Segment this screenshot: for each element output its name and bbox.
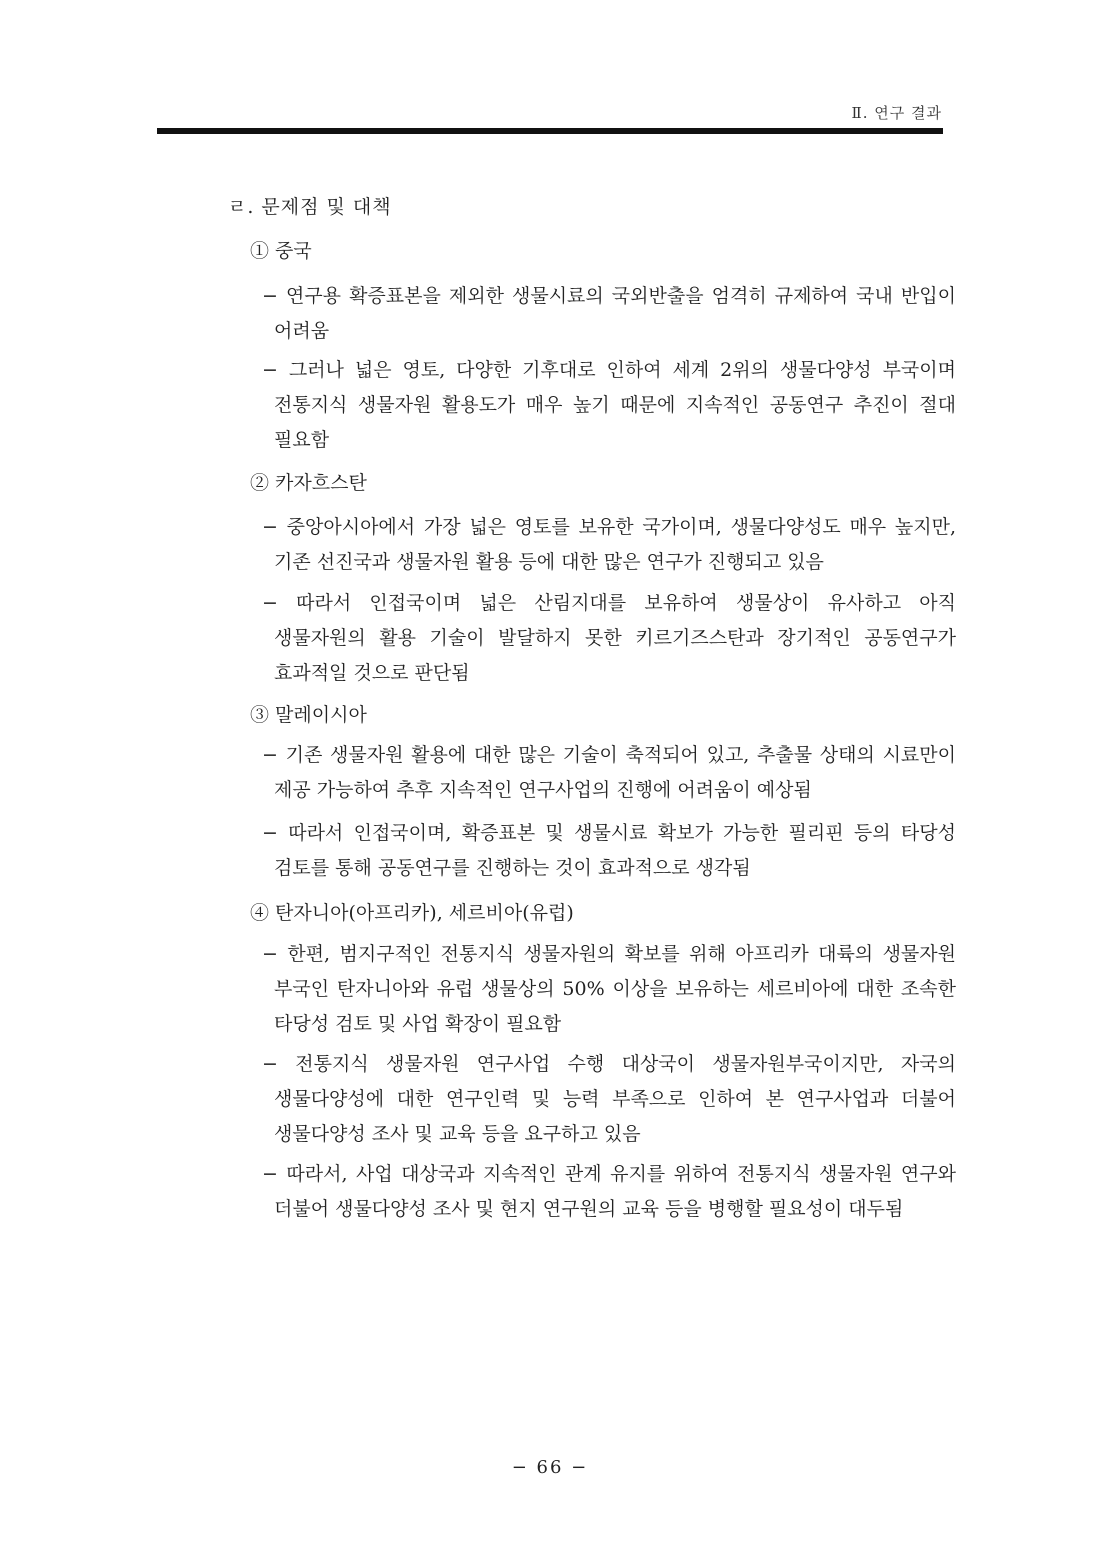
- country-heading-malaysia: ③ 말레이시아: [250, 704, 367, 726]
- malaysia-paragraph-1: − 기존 생물자원 활용에 대한 많은 기술이 축적되어 있고, 추출물 상태의 시료만이 제공 가능하여 추후 지속적인 연구사업의 진행에 어려움이 예상됨: [262, 744, 956, 801]
- tanzania-serbia-paragraph-1: − 한편, 범지구적인 전통지식 생물자원의 확보를 위해 아프리카 대륙의 생물자원 부국인 탄자니아와 유럽 생물상의 50% 이상을 보유하는 세르비아에 대한 조속한 타당성 검토 및 사업 확장이 필요함: [262, 943, 956, 1035]
- malaysia-paragraph-2: − 따라서 인접국이며, 확증표본 및 생물시료 확보가 가능한 필리핀 등의 타당성 검토를 통해 공동연구를 진행하는 것이 효과적으로 생각됨: [262, 822, 956, 879]
- kazakhstan-paragraph-2: − 따라서 인접국이며 넓은 산림지대를 보유하여 생물상이 유사하고 아직 생물자원의 활용 기술이 발달하지 못한 키르기즈스탄과 장기적인 공동연구가 효과적일 것으로 판단됨: [262, 592, 956, 684]
- country-heading-kazakhstan: ② 카자흐스탄: [250, 472, 367, 494]
- country-heading-china: ① 중국: [250, 240, 312, 262]
- tanzania-serbia-paragraph-3: − 따라서, 사업 대상국과 지속적인 관계 유지를 위하여 전통지식 생물자원 연구와 더불어 생물다양성 조사 및 현지 연구원의 교육 등을 병행할 필요성이 대두됨: [262, 1163, 956, 1220]
- header-rule: [157, 128, 943, 134]
- china-paragraph-2: − 그러나 넓은 영토, 다양한 기후대로 인하여 세계 2위의 생물다양성 부국이며 전통지식 생물자원 활용도가 매우 높기 때문에 지속적인 공동연구 추진이 절대 필요함: [262, 359, 956, 451]
- country-heading-tanzania-serbia: ④ 탄자니아(아프리카), 세르비아(유럽): [250, 902, 574, 924]
- page-number: − 66 −: [511, 1457, 589, 1478]
- section-title: ㄹ. 문제점 및 대책: [228, 196, 392, 218]
- kazakhstan-paragraph-1: − 중앙아시아에서 가장 넓은 영토를 보유한 국가이며, 생물다양성도 매우 높지만, 기존 선진국과 생물자원 활용 등에 대한 많은 연구가 진행되고 있음: [262, 516, 956, 573]
- china-paragraph-1: − 연구용 확증표본을 제외한 생물시료의 국외반출을 엄격히 규제하여 국내 반입이 어려움: [262, 285, 956, 342]
- tanzania-serbia-paragraph-2: − 전통지식 생물자원 연구사업 수행 대상국이 생물자원부국이지만, 자국의 생물다양성에 대한 연구인력 및 능력 부족으로 인하여 본 연구사업과 더불어 생물다양성 조사 및 교육 등을 요구하고 있음: [262, 1053, 956, 1145]
- running-header: Ⅱ. 연구 결과: [851, 104, 942, 122]
